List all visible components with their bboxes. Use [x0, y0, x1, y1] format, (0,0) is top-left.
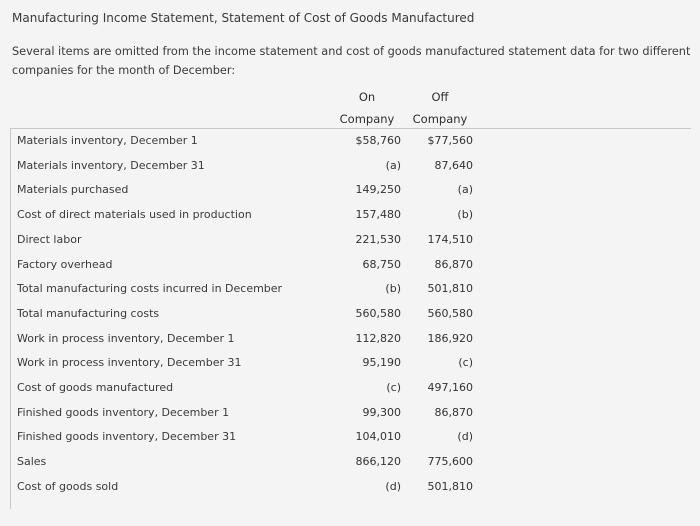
- column-header-off-line2: Company: [412, 112, 468, 126]
- row-label: Total manufacturing costs: [17, 306, 160, 320]
- on-company-value: (c): [386, 381, 401, 394]
- table-row: [11, 475, 691, 499]
- row-label: Cost of goods manufactured: [17, 381, 174, 394]
- off-company-value: 174,510: [427, 232, 473, 246]
- on-company-value: 112,820: [355, 331, 401, 345]
- on-company-value: 866,120: [355, 455, 401, 469]
- column-header-on-line1: On: [358, 90, 376, 104]
- row-label: Work in process inventory, December 1: [17, 331, 235, 345]
- off-company-value: 186,920: [427, 331, 473, 345]
- on-company-value: 95,190: [362, 356, 401, 370]
- page-title: Manufacturing Income Statement, Statement of Cost of Goods Manufactured: [12, 11, 475, 25]
- table-row: [11, 425, 691, 449]
- table-row: [11, 228, 691, 252]
- table-row: [11, 401, 691, 425]
- off-company-value: 87,640: [434, 158, 473, 172]
- on-company-value: (a): [385, 158, 401, 172]
- on-company-value: 149,250: [355, 183, 401, 197]
- table-row: [11, 178, 691, 202]
- table-row: [11, 302, 691, 326]
- problem-description: Several items are omitted from the income statement and cost of goods manufactured statement data for two different companies for the month of December:: [12, 45, 691, 77]
- column-header-off-line1: Off: [431, 90, 449, 104]
- table-row: [11, 351, 691, 375]
- on-company-value: 157,480: [355, 208, 401, 222]
- row-label: Cost of direct materials used in production: [17, 208, 252, 222]
- off-company-value: (b): [457, 208, 473, 222]
- row-label: Cost of goods sold: [17, 479, 119, 493]
- on-company-value: (d): [385, 479, 401, 493]
- row-label: Finished goods inventory, December 31: [17, 430, 237, 444]
- off-company-value: 775,600: [427, 455, 473, 469]
- off-company-value: 86,870: [434, 405, 473, 419]
- table-row: [11, 450, 691, 474]
- on-company-value: $58,760: [355, 134, 401, 147]
- column-header-on-company: [336, 86, 398, 130]
- table-row: [11, 253, 691, 277]
- row-label: Materials purchased: [17, 183, 129, 197]
- row-label: Materials inventory, December 31: [17, 158, 205, 172]
- off-company-value: (c): [458, 356, 473, 370]
- off-company-value: 86,870: [434, 257, 473, 271]
- data-table: [10, 128, 691, 509]
- table-row: [11, 327, 691, 351]
- on-company-value: 104,010: [355, 430, 401, 444]
- table-row: [11, 277, 691, 301]
- table-row: [11, 154, 691, 178]
- table-row: [11, 129, 691, 153]
- on-company-value: 99,300: [362, 405, 401, 419]
- row-label: Sales: [17, 455, 47, 469]
- row-label: Finished goods inventory, December 1: [17, 405, 230, 419]
- off-company-value: 497,160: [427, 381, 473, 394]
- row-label: Factory overhead: [17, 257, 113, 271]
- off-company-value: $77,560: [427, 134, 473, 147]
- off-company-value: 560,580: [427, 306, 473, 320]
- column-header-off-company: [408, 86, 472, 130]
- row-label: Total manufacturing costs incurred in December: [17, 282, 283, 296]
- off-company-value: (a): [457, 183, 473, 197]
- table-row: [11, 376, 691, 400]
- off-company-value: 501,810: [427, 479, 473, 493]
- row-label: Work in process inventory, December 31: [17, 356, 242, 370]
- off-company-value: 501,810: [427, 282, 473, 296]
- on-company-value: 221,530: [355, 232, 401, 246]
- row-label: Direct labor: [17, 232, 82, 246]
- off-company-value: (d): [457, 430, 473, 444]
- row-label: Materials inventory, December 1: [17, 134, 198, 147]
- on-company-value: 560,580: [355, 306, 401, 320]
- on-company-value: (b): [385, 282, 401, 296]
- on-company-value: 68,750: [362, 257, 401, 271]
- column-header-on-line2: Company: [339, 112, 395, 126]
- table-row: [11, 203, 691, 227]
